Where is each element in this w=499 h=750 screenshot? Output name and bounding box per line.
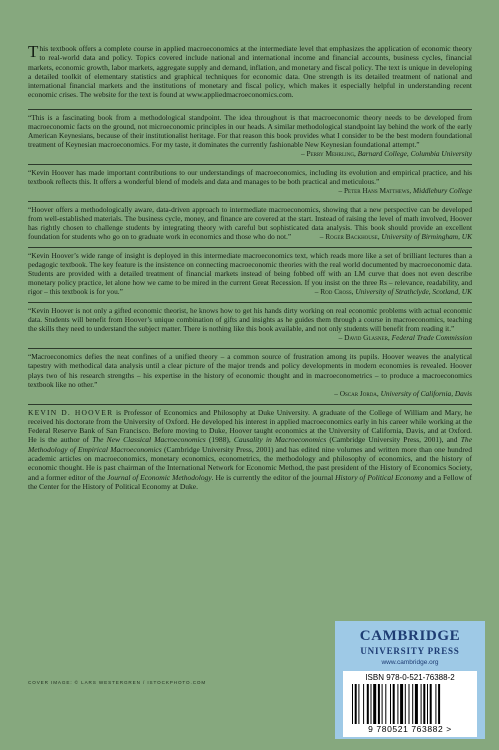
drop-cap: T xyxy=(28,42,39,61)
book-title: Causality in Macroeconomics xyxy=(233,435,327,445)
endorsement-backhouse xyxy=(28,201,472,241)
endorser-name: – Perry Mehrling, xyxy=(300,148,356,158)
endorser-affiliation: University of California, Davis xyxy=(380,388,472,398)
publisher-box xyxy=(335,621,485,739)
barcode-panel xyxy=(343,671,477,737)
journal-title: Journal of Economic Methodology xyxy=(107,472,212,482)
book-description xyxy=(28,44,472,100)
description-text: his textbook offers a complete course in applied macroeconomics at the intermediate level that emphasizes the application of economic theory to real-world data and policy. Topics covered include national and international income and financial accounts, business cycles, financial markets, economic growth, labor markets, aggregate supply and demand, inflation, and monetary and fiscal policy. The text is unique in developing a detailed toolkit of elementary statistics and graphical techniques for economic data. One strength is its detailed treatment of national and international financial markets and the institutions of monetary and fiscal policy, which makes it especially helpful in understanding recent economic crises. The website for the text is found at www.appliedmacroeconomics.com. xyxy=(28,44,472,100)
author-bio: KEVIN D. HOOVER is Professor of Economics and Philosophy at Duke University. A graduate of the College of William and Mary, he received his doctorate from the University of Oxford. He developed his interest in applied macroeconomics early in his career while working at the Federal Reserve Bank of San Francisco. Before moving to Duke, Hoover taught economics at the University of California, Davis, and at Oxford. He is the author of The New Classical Macroeconomics (1988), Causality in Macroeconomics (Cambridge University Press, 2001), and The Methodology of Empirical Macroeconomics (Cambridge University Press, 2001) and has edited nine volumes and written more than one hundred academic articles on macroeconomics, monetary economics, econometrics, the methodology and philosophy of economics, and the history of economic thought. He is past chairman of the International Network for Economic Method, the past president of the History of Economics Society, and a former editor of the Journal of Economic Methodology. He is currently the editor of the journal History of Political Economy and a Fellow of the Center for the History of Political Economy at Duke. xyxy=(28,404,472,492)
publisher-logo-sub: UNIVERSITY PRESS xyxy=(360,646,460,656)
endorser-name: – Peter Hans Matthews, xyxy=(338,186,412,195)
endorser-affiliation: University of Strathclyde, Scotland, UK xyxy=(355,287,472,297)
endorser-affiliation: University of Birmingham, UK xyxy=(381,232,472,242)
endorsement-text: “Hoover offers a methodologically aware, data-driven approach to intermediate macroeconomics, showing that a new perspective can be developed from well-established materials. The business cycle, money, and finance are covered at the start. Instead of raising the level of math involved, Hoover has rightly chosen to challenge students by integrating theory with careful but sophisticated data analysis. This book should provide an excellent foundation for students who go on to graduate work in economics and those who do not.” – Roger Backhouse, University of Birmingham, UK xyxy=(28,205,472,242)
cover-image-credit: COVER IMAGE: © LARS WESTERGREN / ISTOCKPHOTO.COM xyxy=(28,680,207,685)
endorser-name: – Rod Cross, xyxy=(314,287,354,297)
endorser-name: – David Glasner, xyxy=(338,333,390,343)
author-name: KEVIN D. HOOVER xyxy=(28,407,114,417)
endorsement-text: “Macroeconomics defies the neat confines of a unified theory – a common source of frustration among its pupils. Hoover weaves the analytical tapestry with methodical data analysis until a clear picture of the major trends and policy developments in modern economies is revealed. Hoover plays two of his research strengths – his expertise in the history of economic thought and in macroeconometrics – to produce a macroeconomics textbook like no other.” xyxy=(28,352,472,389)
endorsement-text: “Kevin Hoover’s wide range of insight is deployed in this intermediate macroeconomics text, which reads more like a set of brilliant lectures than a pedagogic textbook. The key feature is the insistence on connecting macroeconomic theories with the real world documented by macroeconomic data. Students are provided with a detailed treatment of financial markets instead of being fobbed off with an LM curve that does not even describe monetary policy practice, let alone how we came to be mired in the current Great Recession. If you insist on the three Rs – relevance, readability, and rigor – this textbook is for you.” – Rod Cross, University of Strathclyde, Scotland, UK xyxy=(28,251,472,297)
endorser-affiliation: Middlebury College xyxy=(413,186,472,195)
back-cover-text xyxy=(28,44,472,491)
barcode-icon xyxy=(352,684,468,724)
isbn-label: ISBN 978-0-521-76388-2 xyxy=(365,673,455,682)
publisher-url: www.cambridge.org xyxy=(381,659,439,666)
endorsement-text: “Kevin Hoover has made important contributions to our understandings of macroeconomics, including its evolution and empirical practice, and his textbook reflects this. It offers a wonderful blend of models and data and manages to be both practical and meticulous.” – Peter Hans Matthews, Middlebury College xyxy=(28,167,472,195)
endorsement-jorda xyxy=(28,348,472,397)
endorser-affiliation: Federal Trade Commission xyxy=(391,333,472,343)
endorser-name: – Roger Backhouse, xyxy=(319,232,380,242)
book-title: The Methodology of Empirical Macroeconomics xyxy=(28,435,472,454)
endorsement-mehrling xyxy=(28,109,472,158)
endorsement-text: “Kevin Hoover is not only a gifted economic theorist, he knows how to get his hands dirty working on real economic problems with actual economic data. Students will benefit from Hoover’s unique combination of gifts and insights as he guides them through a course in macroeconomics, teaching the skills they need to understand the subject matter. There is nothing like this book available, and not only students will benefit from reading it.” – David Glasner, Federal Trade Commission xyxy=(28,306,472,343)
endorser-name: – Oscar Jorda, xyxy=(334,388,379,398)
journal-title: History of Political Economy xyxy=(335,472,423,482)
publisher-logo-name: CAMBRIDGE xyxy=(359,628,461,644)
barcode-digits: 9 780521 763882 > xyxy=(368,724,452,734)
book-title: The New Classical Macroeconomics xyxy=(92,435,206,445)
endorsement-attribution xyxy=(28,149,472,158)
endorsement-attribution xyxy=(28,389,472,398)
endorsement-matthews xyxy=(28,164,472,195)
endorser-affiliation: Barnard College, Columbia University xyxy=(357,148,472,158)
endorsement-glasner xyxy=(28,302,472,342)
endorsement-text: “This is a fascinating book from a methodological standpoint. The idea throughout is that macroeconomic theory needs to be developed from macroeconomic facts on the ground, not microeconomic principles in our heads. A similar methodological standpoint lay behind the work of the early American Keynesians, because of their institutionalist heritage. For that reason this book provides what I consider to be the best modern foundational treatment of Keynesian macroeconomics. For my taste, it dominates the currently fashionable New Keynesian foundational attempt.” xyxy=(28,112,472,149)
endorsement-cross xyxy=(28,247,472,296)
